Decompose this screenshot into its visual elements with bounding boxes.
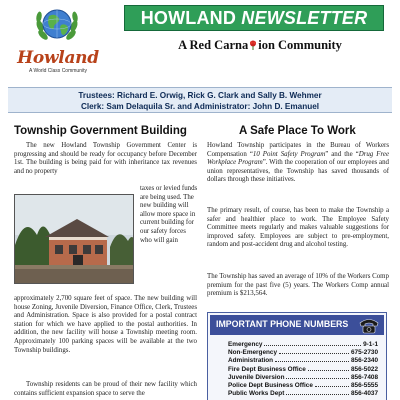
newsletter-title-word: NEWSLETTER — [241, 8, 368, 28]
p1-program-1: 10 Point Safety Program — [252, 150, 326, 158]
phone-entry-number: 9-1-1 — [363, 341, 378, 348]
phone-numbers-title: IMPORTANT PHONE NUMBERS — [216, 319, 349, 329]
phone-entry-number: 856-5022 — [350, 365, 378, 373]
telephone-icon — [358, 316, 380, 334]
newsletter-banner — [124, 5, 384, 31]
newsletter-title-prefix: HOWLAND — [140, 8, 242, 28]
trustees-line: Trustees: Richard E. Orwig, Rick G. Clark and Sally B. Wehmer — [78, 91, 322, 100]
phone-entry-name: Police Dept Business Office — [228, 381, 313, 389]
logo-name: Howland — [17, 48, 99, 68]
phone-entry-leader — [279, 349, 349, 354]
phone-entry — [228, 357, 378, 365]
logo-tagline: A World Class Community — [29, 68, 87, 74]
p1-text-c: ”. With the cooperation of our employees and union representatives, the Township has saved thousands of dollars through these initiatives. — [207, 159, 389, 184]
left-article-continued: approximately 2,700 square feet of space. The new building will house Zoning, Juvenile Diversion, Finance Office, Clerk, Trustees and Administration. Space is also provided for a postal contract station for which we have applied to the postal authorities. In addition, the new facility will house a Township meeting room. Approximately 100 parking spaces will be available at the two Township buildings. — [14, 295, 197, 354]
phone-entry-number: 675-2730 — [350, 349, 378, 357]
clerk-line: Clerk: Sam Delaquila Sr. and Administrator: John D. Emanuel — [80, 102, 320, 111]
globe-icon — [34, 2, 80, 48]
community-tagline — [160, 38, 360, 53]
phone-entry-number: 856-4037 — [350, 390, 378, 398]
newsletter-title — [125, 6, 383, 30]
carnation-icon — [248, 40, 258, 50]
phone-entry-name: Juvenile Diversion — [228, 373, 285, 381]
phone-list — [228, 341, 378, 398]
phone-entry-name: Public Works Dept — [228, 390, 285, 398]
phone-entry — [228, 390, 378, 398]
p1-program-2: Drug Free Workplace Program — [207, 150, 390, 167]
phone-entry-number: 856-5555 — [350, 381, 378, 389]
building-photo — [14, 194, 134, 284]
phone-entry — [228, 366, 378, 374]
phone-numbers-header — [210, 315, 384, 335]
phone-entry-leader — [308, 366, 349, 371]
phone-entry — [228, 349, 378, 357]
phone-entry-leader — [315, 382, 349, 387]
left-article-title: Township Government Building — [14, 125, 187, 137]
right-article-title: A Safe Place To Work — [239, 125, 356, 137]
right-article-paragraph-3: The Township has saved an average of 10% of the Workers Comp premium for the past five (5) years. The Workers Comp annual premium is $213,564. — [207, 273, 389, 298]
phone-entry-name: Emergency — [228, 341, 263, 348]
phone-entry-leader — [286, 374, 349, 379]
p1-text-a: Howland Township participates in the Bureau of Workers Compensation “ — [207, 142, 389, 158]
phone-entry-leader — [286, 390, 349, 395]
phone-entry-leader — [264, 341, 361, 346]
phone-entry-number: 856-2340 — [350, 357, 378, 365]
right-article-paragraph-2: The primary result, of course, has been to make the Township a safer and healthier place to work. The Employee Safety Committee meets regularly and makes valuable suggestions for improved safety. Employees are subject to pre-employment, random and post-accident drug and alcohol testing. — [207, 207, 389, 249]
left-article-intro: The new Howland Township Government Center is progressing and should be ready for occupancy before December 1st. The building is being paid for with inheritance tax revenues and no property — [14, 142, 197, 175]
phone-entry — [228, 341, 378, 349]
p1-text-b: ” and the “ — [325, 150, 359, 158]
phone-entry-name: Administration — [228, 357, 274, 365]
left-article-closing: Township residents can be proud of their new facility which contains sufficient expansion space to serve the — [14, 381, 197, 397]
tagline-part-a: A Red Carna — [178, 38, 249, 52]
howland-logo — [8, 2, 108, 78]
phone-entry — [228, 374, 378, 382]
left-article-wrap-text: taxes or levied funds are being used. The new building will allow more space in current building for our safety forces who will gain — [140, 185, 198, 244]
phone-entry-number: 856-7408 — [350, 373, 378, 381]
phone-entry-name: Non-Emergency — [228, 349, 278, 357]
officials-box — [8, 87, 392, 113]
right-article-paragraph-1 — [207, 142, 389, 185]
tagline-part-b: ion Community — [258, 38, 342, 52]
phone-numbers-box — [207, 312, 387, 400]
phone-entry-name: Fire Dept Business Office — [228, 365, 306, 373]
phone-entry-leader — [275, 357, 349, 362]
phone-entry — [228, 382, 378, 390]
